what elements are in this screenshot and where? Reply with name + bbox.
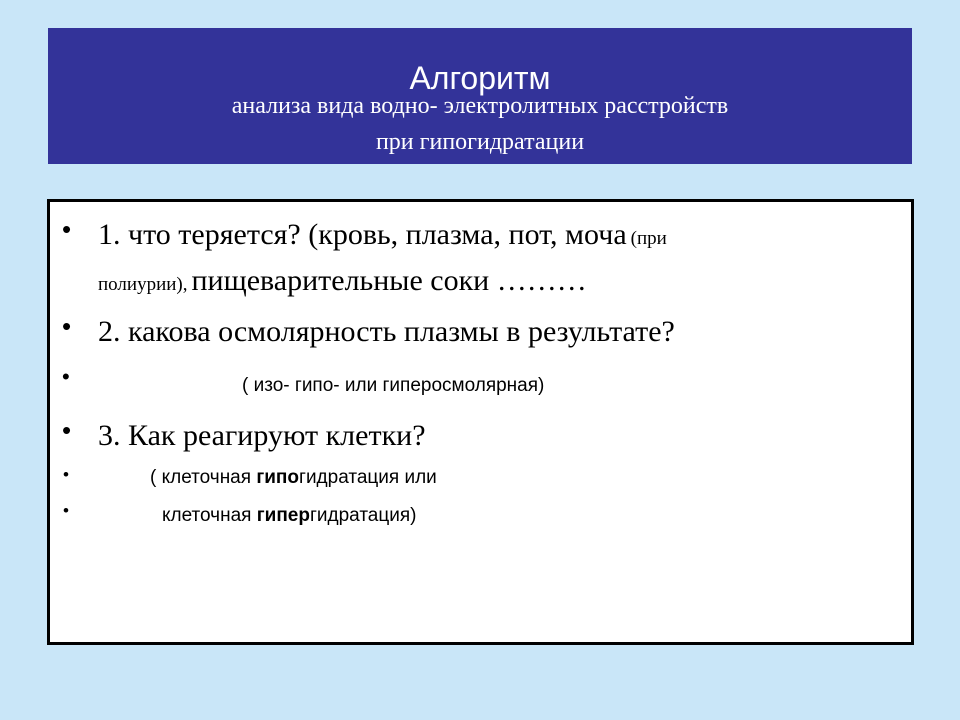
slide-subtitle-line-2: при гипогидратации xyxy=(375,129,585,155)
bullet-2-note: • xyxy=(62,364,70,389)
item-3-note-1-post: гидратация или xyxy=(299,467,437,488)
bullet-2: • xyxy=(62,311,72,341)
bullet-3: • xyxy=(62,415,72,445)
item-1-line-1 xyxy=(98,220,667,250)
item-3-note-1 xyxy=(150,468,437,487)
item-2-text: 2. какова осмолярность плазмы в результате? xyxy=(98,315,675,348)
item-2-note: ( изо- гипо- или гиперосмолярная) xyxy=(242,375,545,396)
item-3-note-2-post: гидратация) xyxy=(309,505,417,526)
bullet-3-note-1: • xyxy=(63,465,69,484)
slide-subtitle-line-1: анализа вида водно- электролитных расстройств xyxy=(231,93,729,119)
title-banner xyxy=(48,28,912,164)
item-3-note-2 xyxy=(162,506,416,525)
item-3-note-2-bold: гипер xyxy=(256,505,310,526)
slide-title: Алгоритм xyxy=(409,60,551,96)
item-3-note-1-bold: гипо xyxy=(256,467,300,488)
item-1-text: 1. что теряется? (кровь, плазма, пот, моча xyxy=(98,218,627,251)
item-1-note-start: (при xyxy=(630,228,667,249)
item-1-line-2 xyxy=(98,266,587,296)
item-3-note-2-pre: клеточная xyxy=(162,505,257,526)
item-3-text: 3. Как реагируют клетки? xyxy=(98,419,426,452)
item-1-continuation: пищеварительные соки ……… xyxy=(191,264,587,297)
content-box xyxy=(47,199,914,645)
bullet-1: • xyxy=(62,214,72,244)
item-1-note-end: полиурии), xyxy=(98,274,188,295)
bullet-3-note-2: • xyxy=(63,501,69,520)
item-3-note-1-pre: ( клеточная xyxy=(150,467,257,488)
